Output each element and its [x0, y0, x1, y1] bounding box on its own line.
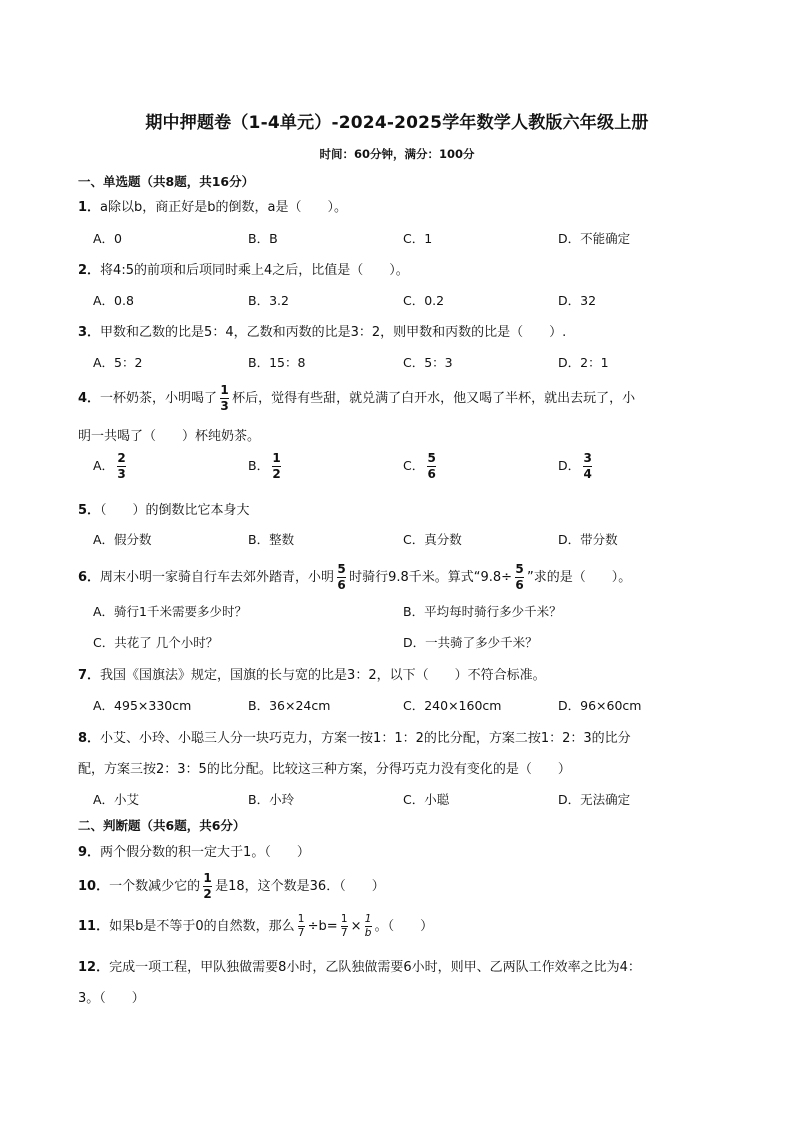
option-a[interactable]: A． $\frac{2}{3}$ [93, 451, 126, 481]
question-text: 甲数和乙数的比是5：4，乙数和丙数的比是3：2，则甲数和丙数的比是（ ）. [100, 325, 567, 340]
question-text: 周末小明一家骑自行车去郊外踏青，小明 [100, 570, 335, 585]
question-text: 完成一项工程，甲队独做需要8小时，乙队独做需要6小时，则甲、乙两队工作效率之比为4： [109, 960, 641, 975]
option-b[interactable]: B．小玲 [248, 792, 295, 807]
question-text: 一杯奶茶，小明喝了 [100, 391, 218, 406]
question-2 [78, 259, 409, 278]
question-number: 11． [78, 919, 110, 934]
question-9 [78, 841, 310, 860]
section-heading-true-false: 二、判断题（共6题，共6分） [78, 818, 246, 833]
fraction-five-sixths: $\frac{5}{6}$ [337, 562, 346, 592]
question-number: 10． [78, 879, 110, 894]
option-c[interactable]: C．小聪 [403, 792, 450, 807]
question-11: 11．如果b是不等于0的自然数，那么 $\frac{1}{7}$ ÷b= $\frac{1}{7}$ × $\frac{1}{b}$ 。（ ） [78, 913, 434, 939]
option-a[interactable]: A．0 [93, 231, 123, 246]
question-text: 时骑行9.8千米。算式“9.8÷ [349, 570, 513, 585]
option-b[interactable]: B．整数 [248, 532, 295, 547]
option-a[interactable]: A．495×330cm [93, 698, 192, 713]
question-4 [78, 384, 635, 413]
option-b[interactable]: B．15：8 [248, 355, 306, 370]
option-d[interactable]: D．带分数 [558, 532, 618, 547]
question-number: 2． [78, 263, 101, 278]
option-d[interactable]: D．32 [558, 293, 597, 308]
question-number: 12． [78, 960, 110, 975]
question-4-continued: 明一共喝了（ ）杯纯奶茶。 [78, 429, 261, 444]
page-title: 期中押题卷（1-4单元）-2024-2025学年数学人教版六年级上册 [145, 113, 649, 133]
option-d[interactable]: D．无法确定 [558, 792, 631, 807]
question-12-continued: 3。（ ） [78, 991, 145, 1006]
fraction-one-seventh: $\frac{1}{7}$ [340, 913, 348, 939]
question-text: 是18，这个数是36．（ ） [215, 879, 385, 894]
question-text: ”求的是（ ）。 [527, 570, 632, 585]
fraction-one-third: $\frac{1}{3}$ [220, 383, 229, 413]
option-d[interactable]: D．一共骑了多少千米？ [403, 635, 538, 650]
fraction-one-half: $\frac{1}{2}$ [203, 871, 212, 901]
question-text: 如果b是不等于0的自然数，那么 [109, 919, 295, 934]
question-5 [78, 499, 250, 518]
question-10 [78, 872, 385, 901]
option-c[interactable]: C．5：3 [403, 355, 453, 370]
fraction-five-sixths: $\frac{5}{6}$ [515, 562, 524, 592]
option-a[interactable]: A．骑行1千米需要多少时？ [93, 604, 248, 619]
option-a[interactable]: A．0.8 [93, 293, 134, 308]
option-b[interactable]: B．平均每时骑行多少千米？ [403, 604, 562, 619]
option-a[interactable]: A．小艾 [93, 792, 140, 807]
option-c[interactable]: C． $\frac{5}{6}$ [403, 451, 436, 481]
question-text: 。（ ） [374, 919, 434, 934]
option-c[interactable]: C．240×160cm [403, 698, 502, 713]
question-number: 5． [78, 503, 101, 518]
question-3 [78, 321, 566, 340]
question-number: 1． [78, 200, 101, 215]
question-number: 8． [78, 731, 101, 746]
fraction-one-over-b: $\frac{1}{b}$ [364, 913, 372, 939]
option-a[interactable]: A．5：2 [93, 355, 143, 370]
option-d[interactable]: D． $\frac{3}{4}$ [558, 451, 592, 481]
question-number: 3． [78, 325, 101, 340]
question-text: （ ）的倒数比它本身大 [100, 503, 250, 518]
question-text: 一个数减少它的 [109, 879, 201, 894]
exam-meta: 时间：60分钟，满分：100分 [319, 147, 475, 161]
question-number: 9． [78, 845, 101, 860]
question-12 [78, 956, 641, 975]
question-number: 4． [78, 391, 101, 406]
question-number: 6． [78, 570, 101, 585]
question-6 [78, 563, 631, 592]
question-text: a除以b，商正好是b的倒数，a是（ ）。 [100, 200, 347, 215]
question-text: 两个假分数的积一定大于1。（ ） [100, 845, 310, 860]
question-text: 将4:5的前项和后项同时乘上4之后，比值是（ ）。 [100, 263, 409, 278]
question-7 [78, 664, 546, 683]
option-b[interactable]: B．36×24cm [248, 698, 331, 713]
question-text: 我国《国旗法》规定，国旗的长与宽的比是3：2，以下（ ）不符合标准。 [100, 668, 546, 683]
option-d[interactable]: D．2：1 [558, 355, 609, 370]
option-c[interactable]: C．真分数 [403, 532, 462, 547]
question-8 [78, 727, 631, 746]
section-heading-single-choice: 一、单选题（共8题，共16分） [78, 174, 255, 189]
fraction-one-seventh: $\frac{1}{7}$ [297, 913, 305, 939]
option-d[interactable]: D．96×60cm [558, 698, 642, 713]
question-text: 杯后，觉得有些甜，就兑满了白开水，他又喝了半杯，就出去玩了，小 [232, 391, 636, 406]
question-8-continued: 配，方案三按2：3：5的比分配。比较这三种方案，分得巧克力没有变化的是（ ） [78, 762, 571, 777]
option-d[interactable]: D．不能确定 [558, 231, 631, 246]
question-number: 7． [78, 668, 101, 683]
option-a[interactable]: A．假分数 [93, 532, 152, 547]
option-b[interactable]: B．B [248, 231, 278, 246]
option-b[interactable]: B． $\frac{1}{2}$ [248, 451, 281, 481]
option-c[interactable]: C．0.2 [403, 293, 445, 308]
option-b[interactable]: B．3.2 [248, 293, 289, 308]
question-text: 小艾、小玲、小聪三人分一块巧克力，方案一按1：1：2的比分配，方案二按1：2：3的比分 [100, 731, 631, 746]
question-1 [78, 196, 347, 215]
option-c[interactable]: C．1 [403, 231, 433, 246]
option-c[interactable]: C．共花了 几个小时？ [93, 635, 219, 650]
